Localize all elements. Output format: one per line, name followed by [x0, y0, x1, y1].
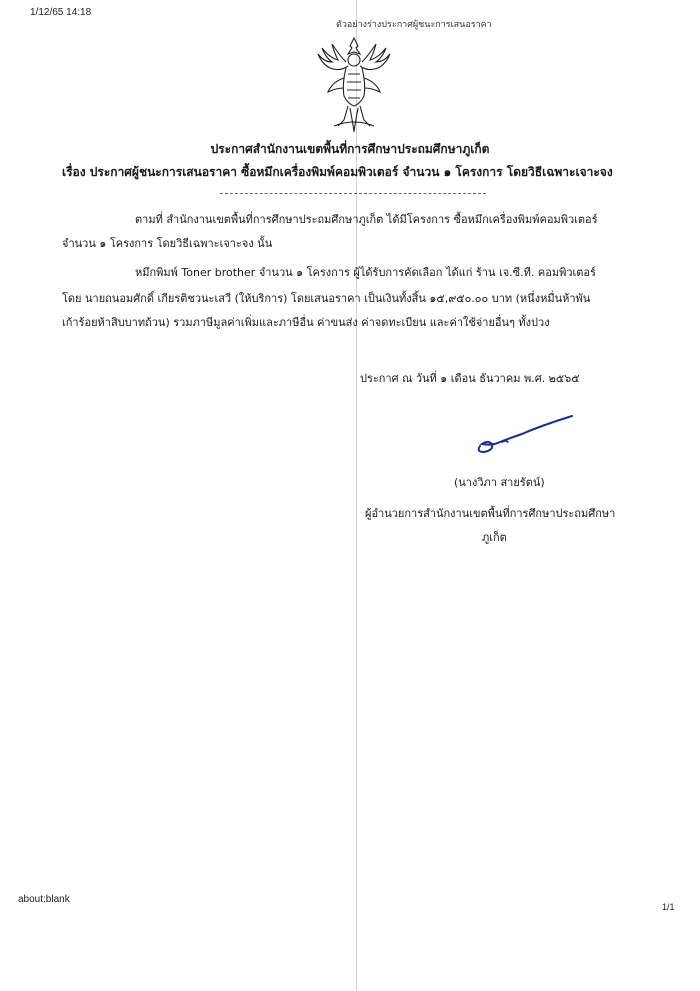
announcement-date: ประกาศ ณ วันที่ ๑ เดือน ธันวาคม พ.ศ. ๒๕๖๕: [360, 372, 580, 385]
paragraph2-line3: เก้าร้อยห้าสิบบาทถ้วน) รวมภาษีมูลค่าเพิ่มและภาษีอื่น ค่าขนส่ง ค่าจดทะเบียน และค่าใช้จ่ายอื่นๆ ทั้งปวง: [62, 316, 550, 329]
page-number: 1/1: [662, 902, 675, 912]
paragraph2-line2: โดย นายถนอมศักดิ์ เกียรติชวนะเสวี (ให้บริการ) โดยเสนอราคา เป็นเงินทั้งสิ้น ๑๕,๙๕๐.๐๐ บาท (หนึ่งหมื่นห้าพัน: [62, 292, 591, 305]
signer-position: ผู้อำนวยการสำนักงานเขตพื้นที่การศึกษาประถมศึกษา: [365, 507, 616, 520]
signer-position-province: ภูเก็ต: [482, 531, 507, 544]
title-divider: [220, 193, 486, 194]
announcement-subject: เรื่อง ประกาศผู้ชนะการเสนอราคา ซื้อหมึกเครื่องพิมพ์คอมพิวเตอร์ จำนวน ๑ โครงการ โดยวิธีเฉพาะเจาะจง: [62, 165, 613, 179]
garuda-emblem-icon: [314, 34, 394, 134]
signer-name: (นางวิภา สายรัตน์): [454, 476, 545, 489]
paragraph1-line1: ตามที่ สำนักงานเขตพื้นที่การศึกษาประถมศึกษาภูเก็ต ได้มีโครงการ ซื้อหมึกเครื่องพิมพ์คอมพิวเตอร์: [135, 213, 598, 226]
paragraph2-line1: หมึกพิมพ์ Toner brother จำนวน ๑ โครงการ ผู้ได้รับการคัดเลือก ได้แก่ ร้าน เจ.ซี.ที. คอมพิวเตอร์: [135, 266, 596, 279]
document-type-label: ตัวอย่างร่างประกาศผู้ชนะการเสนอราคา: [336, 20, 492, 30]
handwritten-signature: [470, 412, 580, 457]
paragraph1-line2: จำนวน ๑ โครงการ โดยวิธีเฉพาะเจาะจง นั้น: [62, 237, 273, 250]
announcement-title: ประกาศสำนักงานเขตพื้นที่การศึกษาประถมศึกษาภูเก็ต: [210, 142, 490, 156]
print-datetime: 1/12/65 14:18: [30, 7, 92, 18]
print-footer-url: about:blank: [18, 894, 70, 905]
